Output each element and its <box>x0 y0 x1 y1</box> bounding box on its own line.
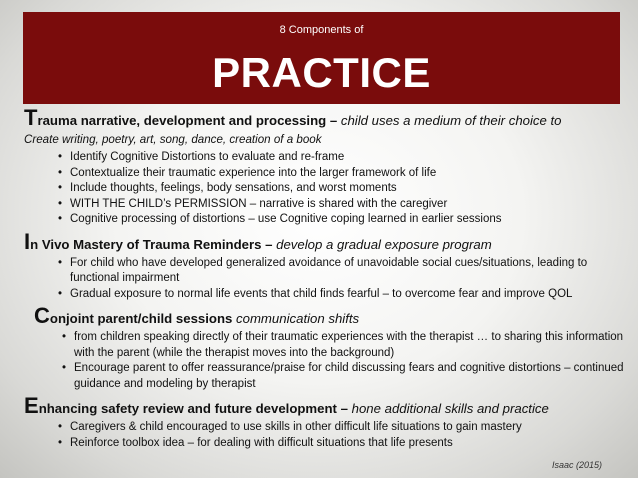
list-item: • WITH THE CHILD’s PERMISSION – narrative is shared with the caregiver <box>58 197 448 210</box>
bullet-list <box>24 256 624 303</box>
heading-description: develop a gradual exposure program <box>276 236 492 252</box>
section-in-vivo-mastery <box>24 228 624 303</box>
list-item: • Cognitive processing of distortions – use Cognitive coping learned in earlier sessions <box>58 213 502 225</box>
heading-text: n Vivo Mastery of Trauma Reminders – <box>30 236 277 252</box>
list-item: • Identify Cognitive Distortions to evaluate and re-frame <box>58 151 345 163</box>
bullet-list <box>34 330 624 392</box>
banner-title: PRACTICE <box>212 49 431 96</box>
list-item: • For child who have developed generalized avoidance of unavoidable social cues/situations, leading to functional impairment <box>58 256 588 284</box>
title-banner <box>23 12 620 104</box>
list-item: • Encourage parent to offer reassurance/praise for child discussing fears and cognitive distortions – continued guidance and modeling by therapist <box>62 362 624 390</box>
list-item: • Caregivers & child encouraged to use skills in other difficult life situations to gain mastery <box>58 421 522 433</box>
section-conjoint-sessions <box>24 303 624 392</box>
heading-text: nhancing safety review and future development – <box>38 401 352 416</box>
section-heading <box>24 228 624 254</box>
citation: Isaac (2015) <box>551 460 602 470</box>
section-enhancing-safety <box>24 393 624 451</box>
heading-description: communication shifts <box>236 311 360 326</box>
heading-continuation: Create writing, poetry, art, song, dance, creation of a book <box>24 133 322 146</box>
list-item: • Contextualize their traumatic experience into the larger framework of life <box>58 166 437 179</box>
heading-initial: C <box>34 303 50 328</box>
heading-text: rauma narrative, development and processing – <box>37 113 341 128</box>
heading-initial: T <box>24 105 38 130</box>
banner-subtitle: 8 Components of <box>279 24 364 36</box>
heading-initial: I <box>24 228 31 254</box>
list-item: • Include thoughts, feelings, body sensations, and worst moments <box>58 182 397 194</box>
section-heading <box>24 105 624 130</box>
section-trauma-narrative <box>24 105 624 228</box>
bullet-list <box>24 420 624 451</box>
list-item: • Gradual exposure to normal life events that child finds fearful – to overcome fear and improve QOL <box>58 287 573 300</box>
section-heading <box>24 393 624 418</box>
section-heading <box>34 303 624 328</box>
heading-text: onjoint parent/child sessions <box>49 311 237 326</box>
list-item: • Reinforce toolbox idea – for dealing with difficult situations that life presents <box>58 436 453 449</box>
bullet-list <box>24 150 624 228</box>
list-item: • from children speaking directly of their traumatic experiences with the therapist … to sharing this information with the parent (while the therapist moves into the background) <box>62 331 624 359</box>
slide-content <box>24 105 624 451</box>
heading-description: hone additional skills and practice <box>351 401 549 416</box>
heading-description: child uses a medium of their choice to <box>340 113 562 128</box>
heading-initial: E <box>24 393 39 418</box>
